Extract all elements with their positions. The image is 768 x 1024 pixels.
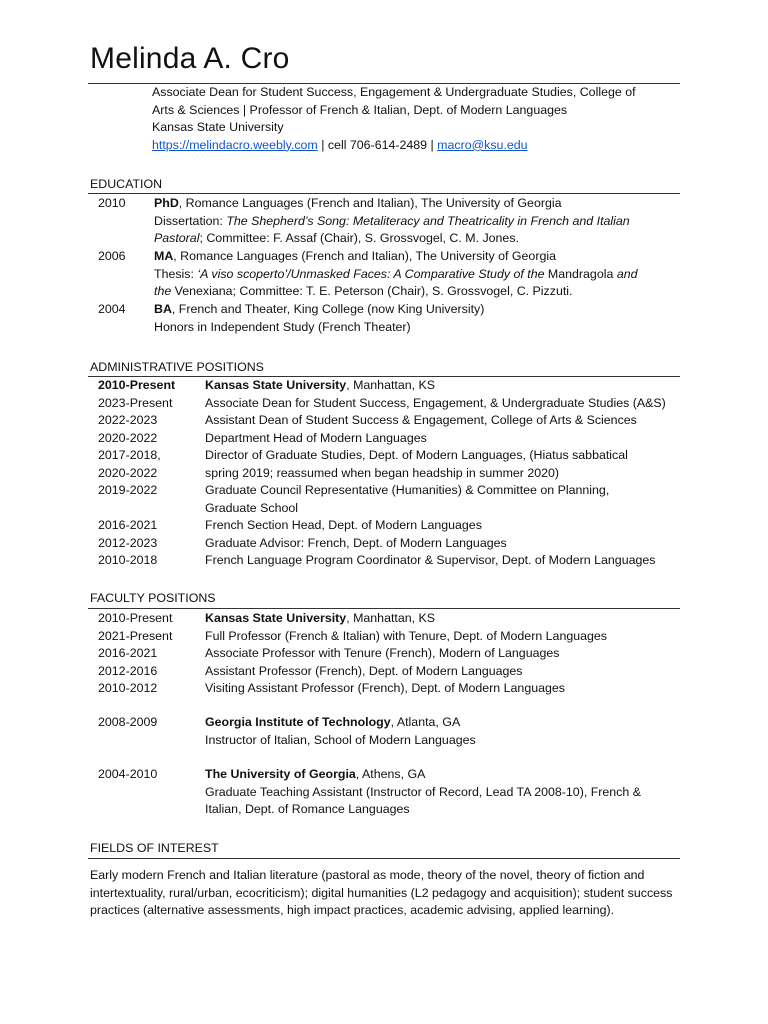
contact-line [152,137,682,155]
uga-role: Graduate Teaching Assistant (Instructor of Record, Lead TA 2008-10), French & [205,784,641,799]
education-rule [88,193,680,194]
gt-year: 2008-2009 [98,715,158,729]
interests-text: Early modern French and Italian literature (pastoral as mode, theory of the novel, theory of fiction and intertextuality, rural/urban, ecocriticism); digital humanities (L2 pedagogy and acquisition); student success practices (alternative assessments, high impact practices, academic advising, applied learning). [90,868,673,918]
admin-year: 2017-2018, [98,448,161,462]
admin-heading: ADMINISTRATIVE POSITIONS [90,360,264,374]
title-line-2: Arts & Sciences | Professor of French & Italian, Dept. of Modern Languages [152,102,568,117]
uga-inst: The University of Georgia, Athens, GA [205,767,426,781]
admin-year: 2020-2022 [98,465,158,480]
admin-year: 2020-2022 [98,430,158,445]
ma-thesis: Thesis: ‘A viso scoperto’/Unmasked Faces: A Comparative Study of the Mandragola and [154,266,638,281]
header-block [152,84,682,154]
website-link[interactable]: https://melindacro.weebly.com [152,137,318,152]
faculty-year: 2016-2021 [98,646,158,660]
admin-inst: Kansas State University, Manhattan, KS [205,378,436,392]
faculty-role: Visiting Assistant Professor (French), Dept. of Modern Languages [205,681,565,695]
cv-name: Melinda A. Cro [90,42,290,75]
admin-role: Assistant Dean of Student Success & Engagement, College of Arts & Sciences [205,413,637,427]
uga-year: 2004-2010 [98,767,158,781]
admin-year: 2019-2022 [98,483,158,497]
phone-text: | cell 706-614-2489 | [317,137,438,152]
admin-role: Director of Graduate Studies, Dept. of Modern Languages, (Hiatus sabbatical [205,448,628,462]
faculty-role: Assistant Professor (French), Dept. of Modern Languages [205,663,523,678]
phd-line: PhD, Romance Languages (French and Italian), The University of Georgia [154,196,562,210]
admin-role: spring 2019; reassumed when began headship in summer 2020) [205,465,560,480]
admin-year: 2010-2018 [98,553,158,567]
interests-rule [88,858,680,859]
faculty-year: 2021-Present [98,628,173,643]
ba-honors: Honors in Independent Study (French Theater) [154,319,411,334]
gt-role: Instructor of Italian, School of Modern Languages [205,732,476,747]
uga-role-cont: Italian, Dept. of Romance Languages [205,802,410,816]
interests-heading: FIELDS OF INTEREST [90,841,219,855]
admin-year: 2016-2021 [98,518,158,532]
admin-role: Associate Dean for Student Success, Engagement, & Undergraduate Studies (A&S) [205,395,666,410]
ma-line: MA, Romance Languages (French and Italian), The University of Georgia [154,249,556,263]
ksu-inst: Kansas State University, Manhattan, KS [205,611,436,625]
ksu-year: 2010-Present [98,611,173,625]
admin-year: 2022-2023 [98,413,158,427]
phd-year: 2010 [98,196,126,210]
admin-year: 2023-Present [98,395,173,410]
gt-inst: Georgia Institute of Technology, Atlanta, GA [205,715,461,729]
faculty-year: 2012-2016 [98,663,158,678]
email-link[interactable]: macro@ksu.edu [437,137,528,152]
faculty-role: Full Professor (French & Italian) with Tenure, Dept. of Modern Languages [205,628,607,643]
ma-year: 2006 [98,249,126,263]
ba-line: BA, French and Theater, King College (now King University) [154,302,485,316]
title-line-1: Associate Dean for Student Success, Engagement & Undergraduate Studies, College of [152,85,636,99]
faculty-year: 2010-2012 [98,681,158,695]
faculty-heading: FACULTY POSITIONS [90,591,216,605]
phd-committee: Pastoral; Committee: F. Assaf (Chair), S. Grossvogel, C. M. Jones. [154,231,519,245]
admin-role: French Section Head, Dept. of Modern Languages [205,518,482,532]
faculty-rule [88,608,680,609]
admin-role: Graduate Council Representative (Humanities) & Committee on Planning, [205,483,610,497]
admin-year: 2012-2023 [98,535,158,550]
admin-inst-year: 2010-Present [98,378,176,392]
faculty-role: Associate Professor with Tenure (French), Modern of Languages [205,646,560,660]
education-heading: EDUCATION [90,177,163,191]
admin-role: French Language Program Coordinator & Supervisor, Dept. of Modern Languages [205,553,656,567]
ba-year: 2004 [98,302,126,316]
institution: Kansas State University [152,120,284,135]
admin-role: Graduate School [205,500,298,515]
ma-committee: the Venexiana; Committee: T. E. Peterson (Chair), S. Grossvogel, C. Pizzuti. [154,284,573,298]
admin-role: Department Head of Modern Languages [205,430,427,445]
admin-role: Graduate Advisor: French, Dept. of Modern Languages [205,535,507,550]
phd-dissertation: Dissertation: The Shepherd’s Song: Metaliteracy and Theatricality in French and Italian [154,213,630,228]
